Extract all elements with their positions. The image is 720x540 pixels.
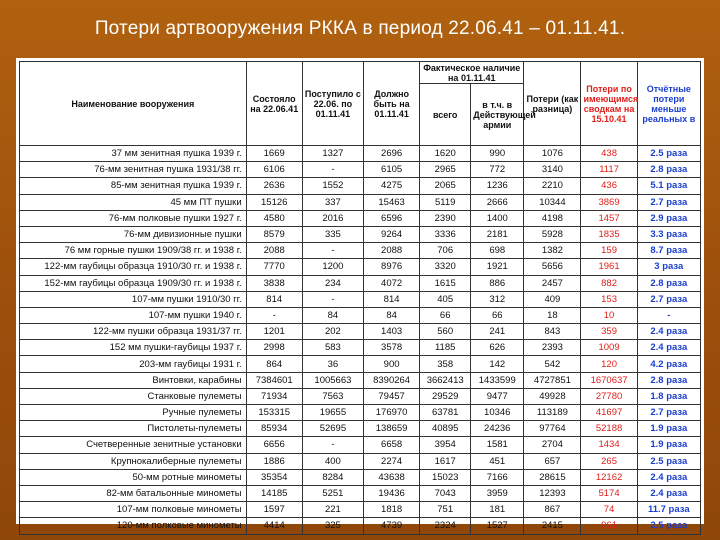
cell-received: 325 [302, 518, 363, 534]
cell-should: 2088 [364, 243, 420, 259]
cell-ratio: 2.5 раза [637, 146, 700, 162]
cell-reported: 438 [581, 146, 637, 162]
cell-received: - [302, 291, 363, 307]
header-reported-ratio: Отчётные потери меньше реальных в [637, 62, 700, 146]
cell-should: 8976 [364, 259, 420, 275]
cell-army: 772 [471, 162, 524, 178]
cell-army: 1921 [471, 259, 524, 275]
cell-losses: 5928 [524, 226, 581, 242]
cell-losses: 49928 [524, 388, 581, 404]
cell-total: 1185 [420, 340, 471, 356]
cell-total: 2065 [420, 178, 471, 194]
cell-losses: 2457 [524, 275, 581, 291]
cell-name: Станковые пулеметы [20, 388, 247, 404]
cell-ratio: 2.8 раза [637, 372, 700, 388]
slide-title: Потери артвооружения РККА в период 22.06.41 – 01.11.41. [94, 18, 626, 39]
cell-ratio: 2.4 раза [637, 469, 700, 485]
table-row [20, 372, 701, 388]
cell-reported: 882 [581, 275, 637, 291]
cell-army: 312 [471, 291, 524, 307]
cell-received: 36 [302, 356, 363, 372]
cell-name: 107-мм пушки 1940 г. [20, 307, 247, 323]
cell-should: 3578 [364, 340, 420, 356]
cell-ratio: 2.4 раза [637, 485, 700, 501]
table-row [20, 178, 701, 194]
table-row [20, 469, 701, 485]
cell-army: 3959 [471, 485, 524, 501]
cell-reported: 359 [581, 324, 637, 340]
cell-name: 76-мм полковые пушки 1927 г. [20, 210, 247, 226]
cell-reported: 1457 [581, 210, 637, 226]
cell-ratio: 2.7 раза [637, 194, 700, 210]
cell-stock: 6656 [246, 437, 302, 453]
cell-stock: 6106 [246, 162, 302, 178]
cell-ratio: 2.5 раза [637, 453, 700, 469]
cell-should: 900 [364, 356, 420, 372]
cell-stock: 71934 [246, 388, 302, 404]
cell-received: 335 [302, 226, 363, 242]
cell-name: Ручные пулеметы [20, 405, 247, 421]
losses-table-sheet [16, 58, 704, 532]
table-row [20, 194, 701, 210]
cell-reported: 1434 [581, 437, 637, 453]
cell-reported: 961 [581, 518, 637, 534]
cell-stock: 4414 [246, 518, 302, 534]
cell-ratio: 1.9 раза [637, 421, 700, 437]
cell-stock: 1886 [246, 453, 302, 469]
cell-received: 1200 [302, 259, 363, 275]
table-row [20, 226, 701, 242]
cell-should: 4275 [364, 178, 420, 194]
cell-army: 66 [471, 307, 524, 323]
cell-stock: 35354 [246, 469, 302, 485]
cell-losses: 97764 [524, 421, 581, 437]
cell-received: 234 [302, 275, 363, 291]
cell-ratio: 2.8 раза [637, 162, 700, 178]
cell-total: 706 [420, 243, 471, 259]
cell-name: 76-мм зенитная пушка 1931/38 гг. [20, 162, 247, 178]
header-reported-losses: Потери по имеющимся сводкам на 15.10.41 [581, 62, 637, 146]
header-received: Поступило с 22.06. по 01.11.41 [302, 62, 363, 146]
cell-should: 43638 [364, 469, 420, 485]
table-row [20, 502, 701, 518]
cell-reported: 41697 [581, 405, 637, 421]
cell-stock: 2088 [246, 243, 302, 259]
cell-reported: 1835 [581, 226, 637, 242]
cell-should: 6658 [364, 437, 420, 453]
cell-stock: 1669 [246, 146, 302, 162]
cell-losses: 2210 [524, 178, 581, 194]
cell-losses: 28615 [524, 469, 581, 485]
cell-name: 37 мм зенитная пушка 1939 г. [20, 146, 247, 162]
cell-ratio: 3 раза [637, 259, 700, 275]
cell-losses: 12393 [524, 485, 581, 501]
cell-should: 2696 [364, 146, 420, 162]
cell-ratio: 2.7 раза [637, 291, 700, 307]
cell-name: 85-мм зенитная пушка 1939 г. [20, 178, 247, 194]
cell-received: 7563 [302, 388, 363, 404]
table-row [20, 324, 701, 340]
cell-should: 8390264 [364, 372, 420, 388]
cell-losses: 409 [524, 291, 581, 307]
cell-received: 2016 [302, 210, 363, 226]
cell-reported: 265 [581, 453, 637, 469]
cell-received: 221 [302, 502, 363, 518]
cell-army: 181 [471, 502, 524, 518]
cell-losses: 843 [524, 324, 581, 340]
cell-total: 29529 [420, 388, 471, 404]
cell-name: 152-мм гаубицы образца 1909/30 гг. и 1938 г. [20, 275, 247, 291]
cell-ratio: 5.1 раза [637, 178, 700, 194]
cell-received: - [302, 162, 363, 178]
cell-reported: 27780 [581, 388, 637, 404]
cell-army: 2666 [471, 194, 524, 210]
cell-stock: 153315 [246, 405, 302, 421]
cell-reported: 5174 [581, 485, 637, 501]
cell-stock: 3838 [246, 275, 302, 291]
cell-ratio: 2.9 раза [637, 210, 700, 226]
cell-should: 84 [364, 307, 420, 323]
cell-ratio: 2.4 раза [637, 340, 700, 356]
cell-name: 152 мм пушки-гаубицы 1937 г. [20, 340, 247, 356]
table-row [20, 243, 701, 259]
cell-name: 82-мм батальонные минометы [20, 485, 247, 501]
cell-name: 122-мм гаубицы образца 1910/30 гг. и 1938 г. [20, 259, 247, 275]
cell-reported: 1117 [581, 162, 637, 178]
cell-losses: 542 [524, 356, 581, 372]
cell-stock: 85934 [246, 421, 302, 437]
cell-name: 120-мм полковые минометы [20, 518, 247, 534]
table-row [20, 453, 701, 469]
cell-name: 45 мм ПТ пушки [20, 194, 247, 210]
cell-received: 1005663 [302, 372, 363, 388]
cell-total: 3954 [420, 437, 471, 453]
cell-should: 19436 [364, 485, 420, 501]
cell-total: 405 [420, 291, 471, 307]
cell-ratio: 4.2 раза [637, 356, 700, 372]
cell-ratio: 1.9 раза [637, 437, 700, 453]
table-row [20, 388, 701, 404]
header-actual-total: всего [420, 84, 471, 146]
cell-should: 4072 [364, 275, 420, 291]
table-row [20, 356, 701, 372]
cell-stock: 14185 [246, 485, 302, 501]
table-row [20, 485, 701, 501]
cell-name: Крупнокалиберные пулеметы [20, 453, 247, 469]
header-losses: Потери (как разница) [524, 62, 581, 146]
cell-total: 560 [420, 324, 471, 340]
cell-army: 1527 [471, 518, 524, 534]
cell-received: 52695 [302, 421, 363, 437]
cell-stock: 2636 [246, 178, 302, 194]
cell-army: 451 [471, 453, 524, 469]
cell-total: 63781 [420, 405, 471, 421]
cell-reported: 1961 [581, 259, 637, 275]
table-row [20, 162, 701, 178]
cell-stock: 4580 [246, 210, 302, 226]
cell-total: 1620 [420, 146, 471, 162]
cell-name: Винтовки, карабины [20, 372, 247, 388]
header-actual-army: в т.ч. в Действующей армии [471, 84, 524, 146]
cell-received: 5251 [302, 485, 363, 501]
cell-total: 3662413 [420, 372, 471, 388]
cell-stock: 7384601 [246, 372, 302, 388]
cell-name: Пистолеты-пулеметы [20, 421, 247, 437]
cell-stock: 864 [246, 356, 302, 372]
cell-stock: 7770 [246, 259, 302, 275]
cell-stock: - [246, 307, 302, 323]
table-row [20, 437, 701, 453]
cell-stock: 2998 [246, 340, 302, 356]
cell-reported: 10 [581, 307, 637, 323]
cell-should: 79457 [364, 388, 420, 404]
cell-army: 1433599 [471, 372, 524, 388]
cell-army: 2181 [471, 226, 524, 242]
table-row [20, 307, 701, 323]
cell-losses: 1076 [524, 146, 581, 162]
table-row [20, 340, 701, 356]
cell-total: 66 [420, 307, 471, 323]
cell-reported: 153 [581, 291, 637, 307]
cell-losses: 4727851 [524, 372, 581, 388]
cell-army: 24236 [471, 421, 524, 437]
table-row [20, 210, 701, 226]
cell-reported: 1009 [581, 340, 637, 356]
cell-army: 7166 [471, 469, 524, 485]
cell-name: 50-мм ротные минометы [20, 469, 247, 485]
cell-should: 6105 [364, 162, 420, 178]
cell-total: 2324 [420, 518, 471, 534]
table-row [20, 421, 701, 437]
cell-reported: 74 [581, 502, 637, 518]
cell-total: 751 [420, 502, 471, 518]
cell-should: 1818 [364, 502, 420, 518]
cell-losses: 2415 [524, 518, 581, 534]
table-row [20, 275, 701, 291]
cell-total: 2965 [420, 162, 471, 178]
cell-losses: 1382 [524, 243, 581, 259]
cell-should: 2274 [364, 453, 420, 469]
cell-reported: 12162 [581, 469, 637, 485]
cell-losses: 3140 [524, 162, 581, 178]
cell-army: 886 [471, 275, 524, 291]
table-row [20, 146, 701, 162]
cell-name: 76-мм дивизионные пушки [20, 226, 247, 242]
cell-stock: 8579 [246, 226, 302, 242]
cell-army: 1400 [471, 210, 524, 226]
cell-reported: 436 [581, 178, 637, 194]
cell-should: 15463 [364, 194, 420, 210]
cell-reported: 120 [581, 356, 637, 372]
cell-stock: 814 [246, 291, 302, 307]
table-row [20, 291, 701, 307]
cell-total: 15023 [420, 469, 471, 485]
table-row [20, 259, 701, 275]
cell-losses: 2704 [524, 437, 581, 453]
header-stock: Состояло на 22.06.41 [246, 62, 302, 146]
cell-ratio: 11.7 раза [637, 502, 700, 518]
cell-ratio: - [637, 307, 700, 323]
table-row [20, 518, 701, 534]
cell-ratio: 2.8 раза [637, 275, 700, 291]
cell-name: 122-мм пушки образца 1931/37 гг. [20, 324, 247, 340]
cell-losses: 2393 [524, 340, 581, 356]
cell-total: 1617 [420, 453, 471, 469]
cell-received: 84 [302, 307, 363, 323]
cell-total: 358 [420, 356, 471, 372]
cell-received: 19655 [302, 405, 363, 421]
cell-total: 2390 [420, 210, 471, 226]
losses-table [19, 61, 701, 535]
cell-name: 76 мм горные пушки 1909/38 гг. и 1938 г. [20, 243, 247, 259]
cell-ratio: 8.7 раза [637, 243, 700, 259]
cell-should: 138659 [364, 421, 420, 437]
header-should-be: Должно быть на 01.11.41 [364, 62, 420, 146]
cell-army: 9477 [471, 388, 524, 404]
cell-should: 814 [364, 291, 420, 307]
cell-reported: 1670637 [581, 372, 637, 388]
cell-losses: 10344 [524, 194, 581, 210]
cell-army: 990 [471, 146, 524, 162]
cell-stock: 1201 [246, 324, 302, 340]
cell-total: 3320 [420, 259, 471, 275]
cell-total: 3336 [420, 226, 471, 242]
cell-name: 203-мм гаубицы 1931 г. [20, 356, 247, 372]
cell-army: 1236 [471, 178, 524, 194]
table-row [20, 405, 701, 421]
cell-army: 626 [471, 340, 524, 356]
cell-ratio: 2.7 раза [637, 405, 700, 421]
cell-should: 6596 [364, 210, 420, 226]
cell-army: 142 [471, 356, 524, 372]
cell-received: 583 [302, 340, 363, 356]
cell-received: 337 [302, 194, 363, 210]
header-actual-group: Фактическое наличие на 01.11.41 [420, 62, 524, 84]
header-name: Наименование вооружения [20, 62, 247, 146]
cell-ratio: 3.3 раза [637, 226, 700, 242]
cell-should: 176970 [364, 405, 420, 421]
cell-received: - [302, 437, 363, 453]
cell-reported: 3869 [581, 194, 637, 210]
cell-reported: 159 [581, 243, 637, 259]
cell-name: Счетверенные зенитные установки [20, 437, 247, 453]
cell-army: 1581 [471, 437, 524, 453]
table-body [20, 146, 701, 535]
cell-name: 107-мм полковые минометы [20, 502, 247, 518]
cell-received: 1327 [302, 146, 363, 162]
cell-total: 7043 [420, 485, 471, 501]
cell-ratio: 1.8 раза [637, 388, 700, 404]
cell-ratio: 2.4 раза [637, 324, 700, 340]
cell-ratio: 2.5 раза [637, 518, 700, 534]
cell-should: 1403 [364, 324, 420, 340]
cell-army: 698 [471, 243, 524, 259]
cell-total: 40895 [420, 421, 471, 437]
cell-name: 107-мм пушки 1910/30 гг. [20, 291, 247, 307]
cell-stock: 1597 [246, 502, 302, 518]
cell-should: 9264 [364, 226, 420, 242]
cell-should: 4739 [364, 518, 420, 534]
cell-army: 241 [471, 324, 524, 340]
cell-losses: 4198 [524, 210, 581, 226]
cell-losses: 5656 [524, 259, 581, 275]
cell-reported: 52188 [581, 421, 637, 437]
cell-received: 8284 [302, 469, 363, 485]
cell-stock: 15126 [246, 194, 302, 210]
cell-received: 1552 [302, 178, 363, 194]
cell-total: 5119 [420, 194, 471, 210]
cell-army: 10346 [471, 405, 524, 421]
cell-losses: 657 [524, 453, 581, 469]
cell-losses: 113189 [524, 405, 581, 421]
cell-received: 202 [302, 324, 363, 340]
cell-received: - [302, 243, 363, 259]
cell-losses: 867 [524, 502, 581, 518]
cell-losses: 18 [524, 307, 581, 323]
cell-received: 400 [302, 453, 363, 469]
cell-total: 1615 [420, 275, 471, 291]
